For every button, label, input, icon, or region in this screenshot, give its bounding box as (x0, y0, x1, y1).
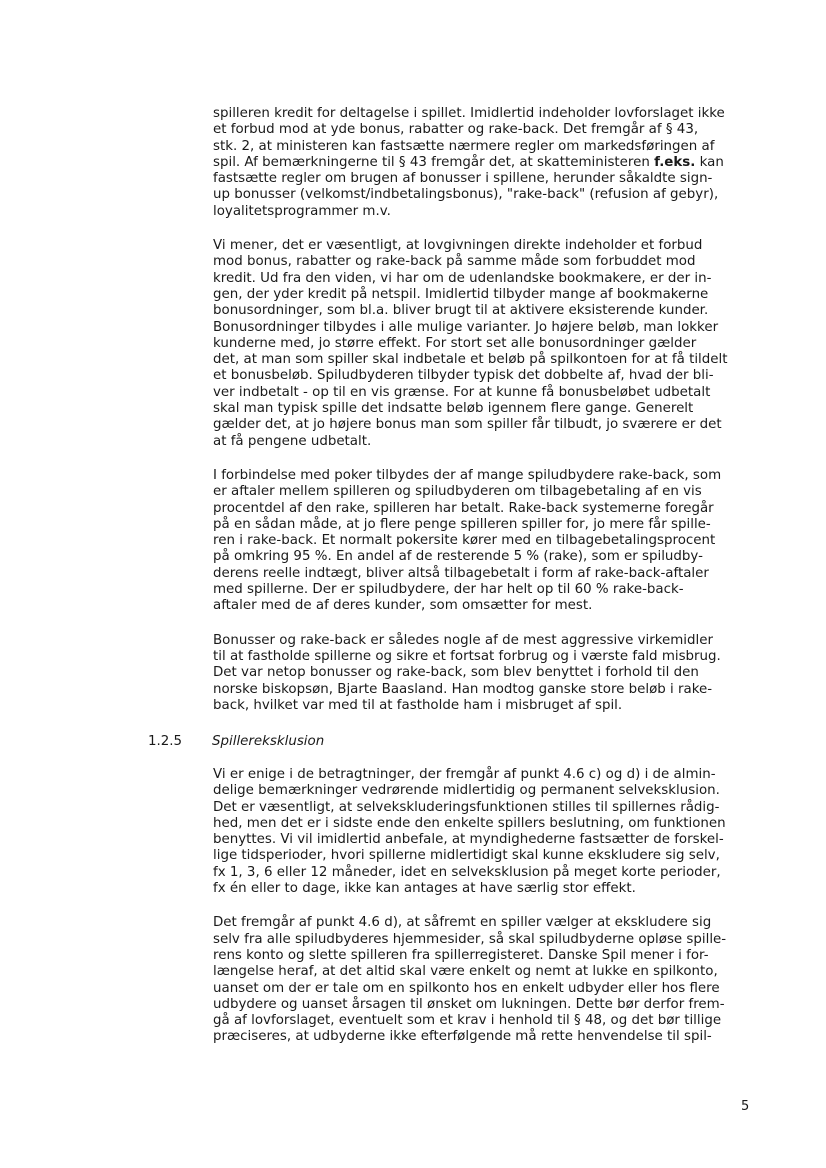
paragraph-self-exclusion (213, 767, 759, 897)
text-line: til at fastholde spillerne og sikre et fortsat forbrug og i værste fald misbrug. (213, 648, 721, 664)
text-line: rens konto og slette spilleren fra spillerregisteret. Danske Spil mener i for- (213, 947, 709, 963)
text-line: mod bonus, rabatter og rake-back på samme måde som forbuddet mod (213, 254, 696, 270)
bold-text: f.eks. (654, 154, 696, 170)
text-line: at få pengene udbetalt. (213, 433, 372, 449)
text-line: up bonusser (velkomst/indbetalingsbonus), "rake-back" (refusion af gebyr), (213, 187, 719, 203)
text-line: Bonusser og rake-back er således nogle af de mest aggressive virkemidler (213, 632, 713, 648)
text-line: ver indbetalt - op til en vis grænse. For at kunne få bonusbeløbet udbetalt (213, 384, 711, 400)
text-line: et bonusbeløb. Spiludbyderen tilbyder typisk det dobbelte af, hvad der bli- (213, 368, 714, 384)
text-line: I forbindelse med poker tilbydes der af mange spiludbydere rake-back, som (213, 467, 722, 483)
text-line: spilleren kredit for deltagelse i spillet. Imidlertid indeholder lovforslaget ikke (213, 106, 725, 121)
text-line: loyalitetsprogrammer m.v. (213, 203, 391, 219)
text-line: fx én eller to dage, ikke kan antages at have særlig stor effekt. (213, 881, 636, 897)
text-line: det, at man som spiller skal indbetale et beløb på spilkontoen for at få tildelt (213, 352, 728, 368)
text-line: aftaler med de af deres kunder, som omsætter for mest. (213, 598, 593, 614)
section-title: Spillereksklusion (212, 734, 325, 749)
page-number: 5 (741, 1099, 750, 1114)
section-number: 1.2.5 (148, 734, 183, 749)
paragraph-bonus-ban (213, 238, 759, 450)
text-line: Vi er enige i de betragtninger, der fremgår af punkt 4.6 c) og d) i de almin- (213, 767, 716, 782)
paragraph-bonus-intro (213, 106, 759, 220)
text-line: på omkring 95 %. En andel af de resterende 5 % (rake), som er spiludby- (213, 549, 703, 565)
text-line: norske biskopsøn, Bjarte Baasland. Han modtog ganske store beløb i rake- (213, 681, 713, 697)
text-line: fx 1, 3, 6 eller 12 måneder, idet en selveksklusion på meget korte perioder, (213, 864, 721, 880)
text-line: gå af lovforslaget, eventuelt som et krav i henhold til § 48, og det bør tillige (213, 1013, 722, 1029)
text-line: selv fra alle spiludbyderes hjemmesider, så skal spiludbyderne opløse spille- (213, 931, 727, 947)
body-text-lower (213, 767, 759, 1064)
text-line: fastsætte regler om brugen af bonusser i spillene, herunder såkaldte sign- (213, 171, 713, 187)
text-line: med spillerne. Der er spiludbydere, der har helt op til 60 % rake-back- (213, 582, 684, 598)
text-line: hed, men det er i sidste ende den enkelte spillers beslutning, om funktionen (213, 815, 726, 831)
text-line: uanset om der er tale om en spilkonto hos en enkelt udbyder eller hos flere (213, 980, 720, 996)
text-line: længelse heraf, at det altid skal være enkelt og nemt at lukke en spilkonto, (213, 964, 718, 980)
text-line: kunderne med, jo større effekt. For stort set alle bonusordninger gælder (213, 335, 697, 351)
text-line: lige tidsperioder, hvori spillerne midlertidigt skal kunne ekskludere sig selv, (213, 848, 720, 864)
text-line: skal man typisk spille det indsatte beløb igennem flere gange. Generelt (213, 401, 694, 417)
text-fragment: spil. Af bemærkningerne til § 43 fremgår det, at skatteministeren (213, 154, 655, 170)
text-line: Det fremgår af punkt 4.6 d), at såfremt en spiller vælger at ekskludere sig (213, 915, 712, 931)
text-line: Vi mener, det er væsentligt, at lovgivningen direkte indeholder et forbud (213, 238, 703, 254)
text-line: bonusordninger, som bl.a. bliver brugt til at aktivere eksisterende kunder. (213, 303, 709, 319)
body-text-upper (213, 106, 759, 732)
text-line: delige bemærkninger vedrørende midlertidig og permanent selveksklusion. (213, 783, 720, 799)
text-line: på en sådan måde, at jo flere penge spilleren spiller for, jo mere får spille- (213, 516, 711, 532)
text-line: er aftaler mellem spilleren og spiludbyderen om tilbagebetaling af en vis (213, 484, 702, 500)
paragraph-account-closure (213, 915, 759, 1045)
text-line (213, 155, 759, 171)
text-line: back, hvilket var med til at fastholde ham i misbruget af spil. (213, 697, 623, 713)
text-line: gælder det, at jo højere bonus man som spiller får tilbudt, jo sværere er det (213, 417, 722, 433)
text-line: procentdel af den rake, spilleren har betalt. Rake-back systemerne foregår (213, 500, 714, 516)
paragraph-rake-back (213, 468, 759, 615)
text-line: ren i rake-back. Et normalt pokersite kører med en tilbagebetalingsprocent (213, 533, 716, 549)
text-line: gen, der yder kredit på netspil. Imidlertid tilbyder mange af bookmakerne (213, 286, 709, 302)
text-line: Det er væsentligt, at selvekskluderingsfunktionen stilles til spillernes rådig- (213, 799, 720, 815)
text-line: udbydere og uanset årsagen til ønsket om lukningen. Dette bør derfor frem- (213, 996, 725, 1012)
text-line: derens reelle indtægt, bliver altså tilbagebetalt i form af rake-back-aftaler (213, 565, 709, 581)
text-line: præciseres, at udbyderne ikke efterfølgende må rette henvendelse til spil- (213, 1029, 712, 1045)
text-line: benyttes. Vi vil imidlertid anbefale, at myndighederne fastsætter de forskel- (213, 832, 724, 848)
text-line: Bonusordninger tilbydes i alle mulige varianter. Jo højere beløb, man lokker (213, 319, 719, 335)
text-line: kredit. Ud fra den viden, vi har om de udenlandske bookmakere, er der in- (213, 270, 712, 286)
text-line: et forbud mod at yde bonus, rabatter og rake-back. Det fremgår af § 43, (213, 122, 699, 138)
text-fragment: kan (695, 154, 724, 170)
text-line: Det var netop bonusser og rake-back, som blev benyttet i forhold til den (213, 665, 699, 681)
paragraph-aggressive-means (213, 633, 759, 714)
text-line: stk. 2, at ministeren kan fastsætte nærmere regler om markedsføringen af (213, 138, 715, 154)
